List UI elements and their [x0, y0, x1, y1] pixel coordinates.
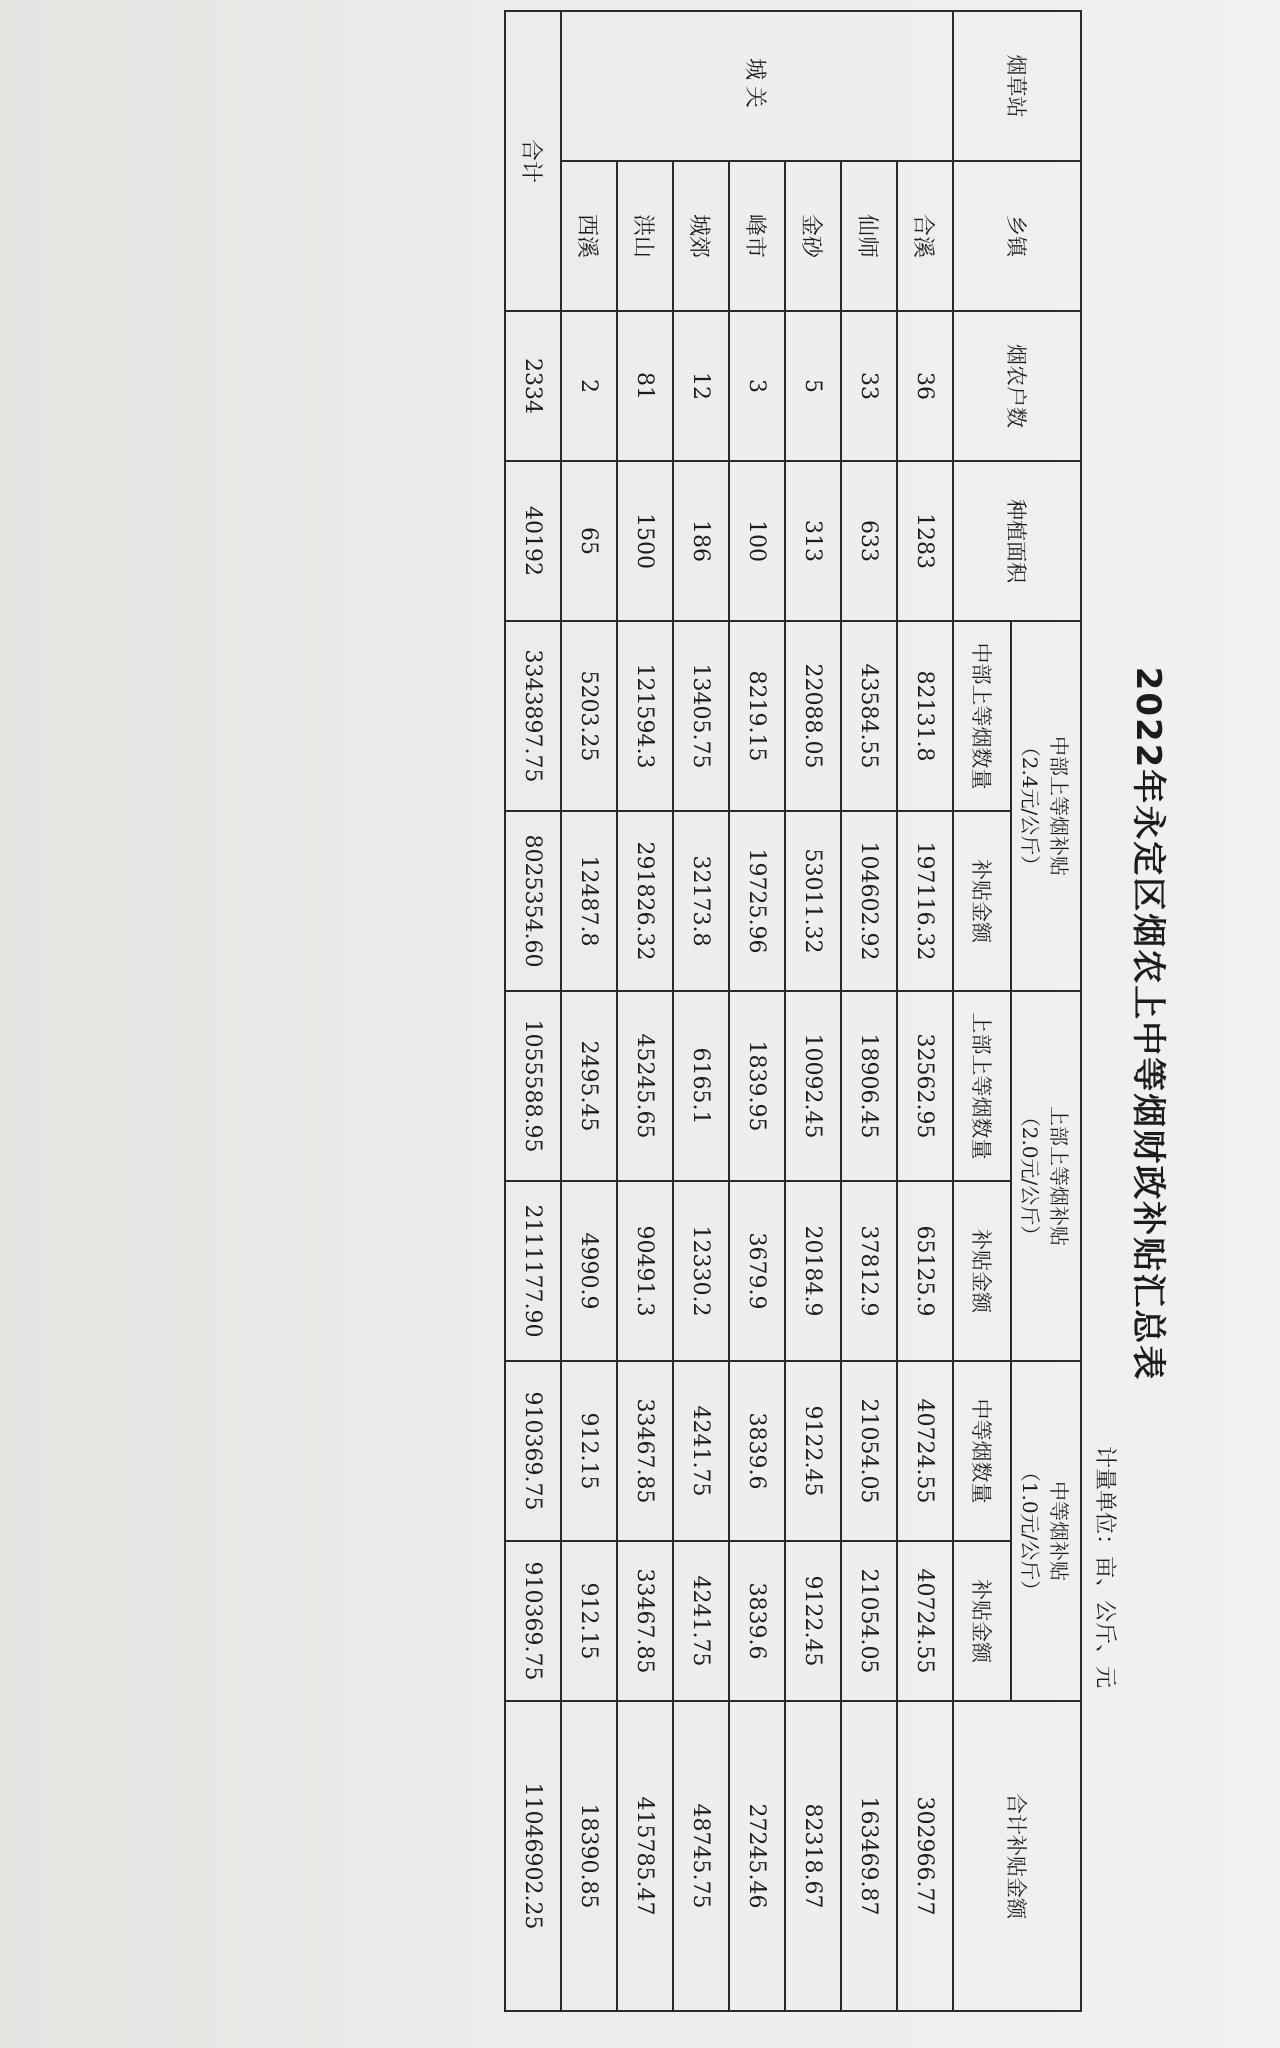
total-upper-amount: 2111177.90 [505, 1181, 561, 1361]
cell-upper-qty: 18906.45 [841, 991, 897, 1181]
cell-town: 金砂 [785, 161, 841, 311]
cell-medium-amount: 40724.55 [897, 1541, 953, 1701]
cell-town: 城郊 [673, 161, 729, 311]
cell-town: 洪山 [617, 161, 673, 311]
cell-mid-qty: 22088.05 [785, 621, 841, 811]
col-header-total-amount: 合计补贴金额 [953, 1701, 1081, 2011]
cell-upper-qty: 45245.65 [617, 991, 673, 1181]
cell-mid-qty: 5203.25 [561, 621, 617, 811]
cell-mid-qty: 82131.8 [897, 621, 953, 811]
cell-households: 81 [617, 311, 673, 461]
table-row [617, 11, 673, 2011]
cell-area: 100 [729, 461, 785, 621]
cell-upper-amount: 3679.9 [729, 1181, 785, 1361]
cell-medium-amount: 3839.6 [729, 1541, 785, 1701]
cell-upper-amount: 4990.9 [561, 1181, 617, 1361]
station-cell: 城关 [561, 11, 953, 161]
group-header-upper [1011, 991, 1081, 1361]
total-mid-amount: 8025354.60 [505, 811, 561, 991]
cell-upper-qty: 6165.1 [673, 991, 729, 1181]
total-upper-qty: 1055588.95 [505, 991, 561, 1181]
col-header-upper-qty: 上部上等烟数量 [953, 991, 1011, 1181]
cell-medium-qty: 912.15 [561, 1361, 617, 1541]
table-row [841, 11, 897, 2011]
cell-upper-qty: 2495.45 [561, 991, 617, 1181]
group-header-medium [1011, 1361, 1081, 1701]
cell-area: 313 [785, 461, 841, 621]
cell-total-amount: 18390.85 [561, 1701, 617, 2011]
cell-area: 633 [841, 461, 897, 621]
cell-medium-qty: 40724.55 [897, 1361, 953, 1541]
cell-mid-amount: 12487.8 [561, 811, 617, 991]
document-title: 2022年永定区烟农上中等烟财政补贴汇总表 [1128, 666, 1168, 1382]
table-row [729, 11, 785, 2011]
cell-mid-amount: 19725.96 [729, 811, 785, 991]
cell-upper-amount: 37812.9 [841, 1181, 897, 1361]
total-area: 40192 [505, 461, 561, 621]
cell-mid-amount: 32173.8 [673, 811, 729, 991]
cell-medium-qty: 21054.05 [841, 1361, 897, 1541]
group-header-medium-title: 中等烟补贴 [1047, 1481, 1071, 1581]
cell-mid-qty: 8219.15 [729, 621, 785, 811]
grand-total-amount: 11046902.25 [505, 1701, 561, 2011]
cell-mid-qty: 13405.75 [673, 621, 729, 811]
unit-note: 计量单位：亩、公斤、元 [1092, 1445, 1117, 1688]
cell-upper-amount: 12330.2 [673, 1181, 729, 1361]
cell-total-amount: 82318.67 [785, 1701, 841, 2011]
table-row [897, 11, 953, 2011]
total-medium-amount: 910369.75 [505, 1541, 561, 1701]
subsidy-summary-table [504, 10, 1082, 2012]
cell-mid-amount: 291826.32 [617, 811, 673, 991]
cell-medium-amount: 912.15 [561, 1541, 617, 1701]
cell-households: 2 [561, 311, 617, 461]
cell-mid-qty: 43584.55 [841, 621, 897, 811]
total-medium-qty: 910369.75 [505, 1361, 561, 1541]
cell-households: 3 [729, 311, 785, 461]
cell-medium-amount: 33467.85 [617, 1541, 673, 1701]
totals-label: 合计 [505, 11, 561, 311]
cell-town: 西溪 [561, 161, 617, 311]
cell-upper-qty: 10092.45 [785, 991, 841, 1181]
col-header-upper-amount: 补贴金额 [953, 1181, 1011, 1361]
group-header-mid [1011, 621, 1081, 991]
cell-medium-qty: 33467.85 [617, 1361, 673, 1541]
group-header-upper-title: 上部上等烟补贴 [1047, 1106, 1071, 1246]
col-header-station: 烟草站 [953, 11, 1081, 161]
header-row-1 [1011, 11, 1081, 2011]
cell-upper-amount: 20184.9 [785, 1181, 841, 1361]
cell-town: 仙师 [841, 161, 897, 311]
group-header-mid-title: 中部上等烟补贴 [1047, 736, 1071, 876]
cell-total-amount: 27245.46 [729, 1701, 785, 2011]
cell-mid-amount: 197116.32 [897, 811, 953, 991]
cell-total-amount: 302966.77 [897, 1701, 953, 2011]
col-header-medium-qty: 中等烟数量 [953, 1361, 1011, 1541]
group-header-mid-rate: （2.4元/公斤） [1018, 736, 1042, 876]
col-header-area: 种植面积 [953, 461, 1081, 621]
table-row [561, 11, 617, 2011]
cell-medium-amount: 21054.05 [841, 1541, 897, 1701]
cell-households: 12 [673, 311, 729, 461]
table-row [673, 11, 729, 2011]
cell-mid-qty: 121594.3 [617, 621, 673, 811]
total-households: 2334 [505, 311, 561, 461]
cell-mid-amount: 104602.92 [841, 811, 897, 991]
cell-medium-qty: 3839.6 [729, 1361, 785, 1541]
cell-medium-qty: 9122.45 [785, 1361, 841, 1541]
cell-area: 1283 [897, 461, 953, 621]
col-header-mid-amount: 补贴金额 [953, 811, 1011, 991]
cell-upper-qty: 1839.95 [729, 991, 785, 1181]
cell-upper-amount: 65125.9 [897, 1181, 953, 1361]
totals-row [505, 11, 561, 2011]
col-header-households: 烟农户数 [953, 311, 1081, 461]
group-header-medium-rate: （1.0元/公斤） [1018, 1461, 1042, 1601]
col-header-mid-qty: 中部上等烟数量 [953, 621, 1011, 811]
cell-total-amount: 163469.87 [841, 1701, 897, 2011]
col-header-town: 乡镇 [953, 161, 1081, 311]
cell-upper-qty: 32562.95 [897, 991, 953, 1181]
group-header-upper-rate: （2.0元/公斤） [1018, 1106, 1042, 1246]
cell-households: 33 [841, 311, 897, 461]
cell-area: 1500 [617, 461, 673, 621]
col-header-medium-amount: 补贴金额 [953, 1541, 1011, 1701]
total-mid-qty: 3343897.75 [505, 621, 561, 811]
cell-area: 65 [561, 461, 617, 621]
cell-medium-amount: 4241.75 [673, 1541, 729, 1701]
cell-town: 峰市 [729, 161, 785, 311]
cell-mid-amount: 53011.32 [785, 811, 841, 991]
cell-medium-qty: 4241.75 [673, 1361, 729, 1541]
cell-upper-amount: 90491.3 [617, 1181, 673, 1361]
cell-households: 5 [785, 311, 841, 461]
cell-town: 合溪 [897, 161, 953, 311]
cell-total-amount: 48745.75 [673, 1701, 729, 2011]
cell-medium-amount: 9122.45 [785, 1541, 841, 1701]
cell-total-amount: 415785.47 [617, 1701, 673, 2011]
table-row [785, 11, 841, 2011]
cell-area: 186 [673, 461, 729, 621]
rotated-document [400, 0, 1180, 2048]
cell-households: 36 [897, 311, 953, 461]
